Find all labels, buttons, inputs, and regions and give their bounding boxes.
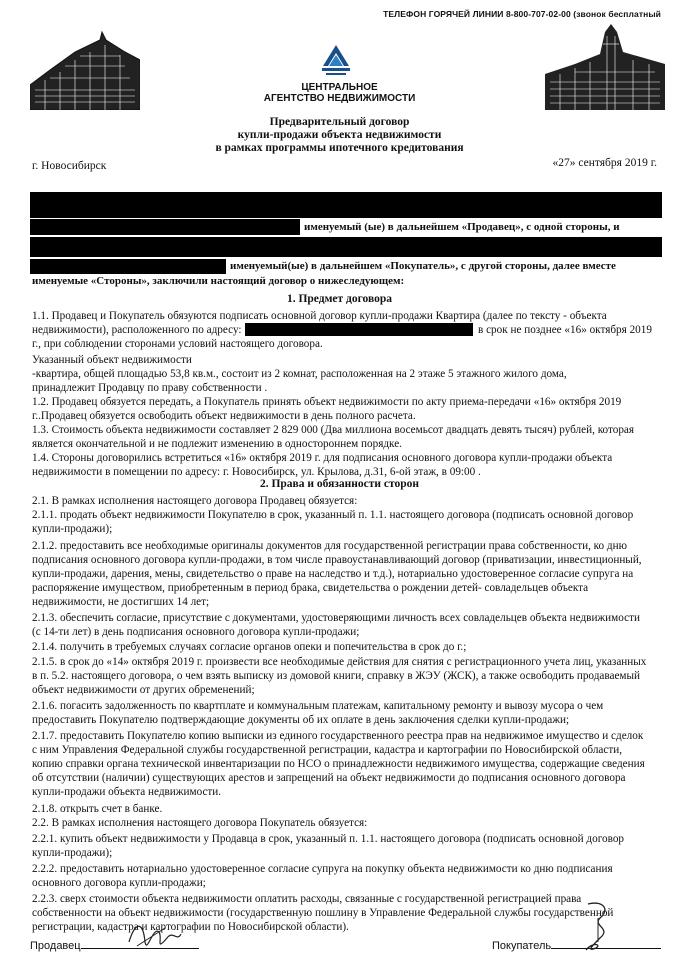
section1-heading: 1. Предмет договора: [286, 293, 393, 305]
buyer-signature-block: [492, 940, 661, 952]
clause-2-1-2-line3: купли-продажи, дарения, мены, свидетельство о праве на наследство и т.д.), нотариально удостоверенное согласие супруга на: [32, 568, 634, 580]
buyer-signature-label: Покупатель: [492, 940, 552, 952]
clause-2-2-3-line1: 2.2.3. сверх стоимости объекта недвижимости оплатить расходы, связанные с государственной регистрацией права: [32, 893, 582, 905]
doc-title-line2: купли-продажи объекта недвижимости: [237, 129, 442, 141]
agency-name-line2: АГЕНТСТВО НЕДВИЖИМОСТИ: [263, 93, 416, 104]
agency-logo-icon: [318, 42, 354, 78]
clause-2-2-3-line2: собственности на объект недвижимости (государственную пошлину в Управление Федеральной службы государственной: [32, 907, 614, 919]
object-label: Указанный объект недвижимости: [32, 354, 192, 366]
clause-2-1-3-line1: 2.1.3. обеспечить согласие, присутствие с документами, удостоверяющими личность всех совладельцев объекта недвижимости: [32, 612, 640, 624]
doc-title-line3: в рамках программы ипотечного кредитования: [215, 142, 464, 154]
clause-2-1-6-line1: 2.1.6. погасить задолженность по квартплате и коммунальным платежам, капитальному ремонту и вывозу мусора о чем: [32, 700, 604, 712]
redaction-seller-name-2: [30, 219, 300, 235]
clause-2-2-1-line1: 2.2.1. купить объект недвижимости у Продавца в срок, указанный п. 1.1. настоящего договора (подписать основной договор: [32, 833, 625, 845]
clause-2-1-7-line5: купли-продажи объекта недвижимости.: [32, 786, 222, 798]
seller-designation: именуемый (ые) в дальнейшем «Продавец», с одной стороны, и: [304, 221, 620, 233]
hotline-text: ТЕЛЕФОН ГОРЯЧЕЙ ЛИНИИ 8-800-707-02-00 (звонок бесплатный: [383, 9, 661, 19]
clause-2-1: 2.1. В рамках исполнения настоящего договора Продавец обязуется:: [32, 495, 358, 507]
section2-heading: 2. Права и обязанности сторон: [259, 478, 420, 490]
clause-1-4-line1: 1.4. Стороны договорились встретиться «16» октября 2019 г. для подписания основного договора купли-продажи объекта: [32, 452, 613, 464]
contract-date: «27» сентября 2019 г.: [552, 157, 657, 169]
clause-2-1-4: 2.1.4. получить в требуемых случаях согласие органов опеки и попечительства в срок до г.;: [32, 641, 467, 653]
clause-2-1-7-line3: копию справки органа технической инвентаризации по НСО о принадлежности недвижимого имущества, содержащие сведения: [32, 758, 645, 770]
clause-2-1-2-line2: подписания основного договора купли-продажи, в том числе правоустанавливающий договор (приватизации, инвестиционный,: [32, 554, 642, 566]
clause-2-1-2-line1: 2.1.2. предоставить все необходимые оригиналы документов для государственной регистрации права собственности, ко дню: [32, 540, 627, 552]
clause-1-1-line2: недвижимости), расположенного по адресу:: [32, 324, 242, 336]
object-ownership: принадлежит Продавцу по праву собственности .: [32, 382, 268, 394]
clause-2-1-7-line4: об отсутствии (наличии) существующих арестов и запрещений на объект недвижимости до подписания основного договора: [32, 772, 626, 784]
clause-2-1-1-line2: купли-продажи);: [32, 523, 113, 535]
clause-2-1-8: 2.1.8. открыть счет в банке.: [32, 803, 163, 815]
clause-1-1-line2b: в срок не позднее «16» октября 2019: [478, 324, 652, 336]
clause-1-1-line1: 1.1. Продавец и Покупатель обязуются подписать основной договор купли-продажи Квартира (далее по тексту - объекта: [32, 310, 607, 322]
clause-2-1-6-line2: предоставить Покупателю подтверждающие документы об их оплате в день заключения сделки купли-продажи;: [32, 714, 570, 726]
clause-1-2-line2: г..Продавец обязуется освободить объект недвижимости в день полного расчета.: [32, 410, 416, 422]
parties-together: именуемые «Стороны», заключили настоящий договор о нижеследующем:: [32, 275, 405, 287]
clause-2-2-2-line1: 2.2.2. предоставить нотариально удостоверенное согласие супруга на покупку объекта недвижимости ко дню подписания: [32, 863, 613, 875]
doc-title-line1: Предварительный договор: [269, 116, 410, 128]
clause-2-1-5-line3: объект недвижимости от других обременений;: [32, 684, 255, 696]
redaction-address: [245, 323, 473, 336]
agency-name-line1: ЦЕНТРАЛЬНОЕ: [301, 82, 378, 93]
place: г. Новосибирск: [32, 160, 107, 172]
clause-2-1-1-line1: 2.1.1. продать объект недвижимости Покупателю в срок, указанный п. 1.1. настоящего договора (подписать основной договор: [32, 509, 634, 521]
clause-1-3-line1: 1.3. Стоимость объекта недвижимости составляет 2 829 000 (Два миллиона восемьсот двадцать девять тысяч) рублей, которая: [32, 424, 635, 436]
clause-2-1-3-line2: (с 14-ти лет) в день подписания основного договора купли-продажи;: [32, 626, 360, 638]
clause-1-3-line2: являетcя окончательной и не подлежит изменению в одностороннем порядке.: [32, 438, 402, 450]
redaction-buyer-name: [30, 237, 662, 257]
seller-signature-label: Продавец: [30, 940, 81, 952]
clause-2-2-2-line2: основного договора купли-продажи;: [32, 877, 206, 889]
redaction-buyer-name-2: [30, 259, 226, 274]
buyer-signature-scribble: [578, 898, 618, 956]
clause-2-2: 2.2. В рамках исполнения настоящего договора Покупатель обязуется:: [32, 817, 368, 829]
clause-2-2-3-line3: регистрации, кадастра и картографии по Новосибирской области).: [32, 921, 349, 933]
redaction-seller-name: [30, 192, 662, 218]
clause-1-1-line3: г., при соблюдении сторонами условий настоящего договора.: [32, 338, 323, 350]
clause-2-1-2-line4: распоряжение имуществом, приобретенным в период брака, свидетельства о рождении детей- совладельцев объекта: [32, 582, 589, 594]
object-description: -квартира, общей площадью 53,8 кв.м., состоит из 2 комнат, расположенная на 2 этаже 5 этажного жилого дома,: [32, 368, 567, 380]
clause-2-1-5-line1: 2.1.5. в срок до «14» октября 2019 г. произвести все необходимые действия для снятия с регистрационного учета лиц, указанных: [32, 656, 647, 668]
building-right-illustration: [545, 24, 665, 110]
clause-2-1-7-line1: 2.1.7. предоставить Покупателю копию выписки из единого государственного реестра прав на недвижимое имущество и сделок: [32, 730, 644, 742]
seller-signature-scribble: [125, 912, 185, 956]
clause-2-2-1-line2: купли-продажи);: [32, 847, 113, 859]
clause-1-4-line2: недвижимости в помещении по адресу: г. Новосибирск, ул. Крылова, д.31, 6-ой этаж, в 09:00 .: [32, 466, 481, 478]
clause-2-1-2-line5: недвижимости, не достигших 14 лет;: [32, 596, 210, 608]
clause-2-1-5-line2: в п. 5.2. настоящего договора, о чем взять выписку из домовой книги, справку в ЖЭУ (ЖСК), а также освободить продаваемый: [32, 670, 641, 682]
clause-1-2-line1: 1.2. Продавец обязуется передать, а Покупатель принять объект недвижимости по акту приема-передачи «16» октября 2019: [32, 396, 622, 408]
clause-2-1-7-line2: с ним Управления Федеральной службы государственной регистрации, кадастра и картографии по Новосибирской области,: [32, 744, 623, 756]
buyer-designation: именуемый(ые) в дальнейшем «Покупатель», с другой стороны, далее вместе: [230, 260, 616, 272]
